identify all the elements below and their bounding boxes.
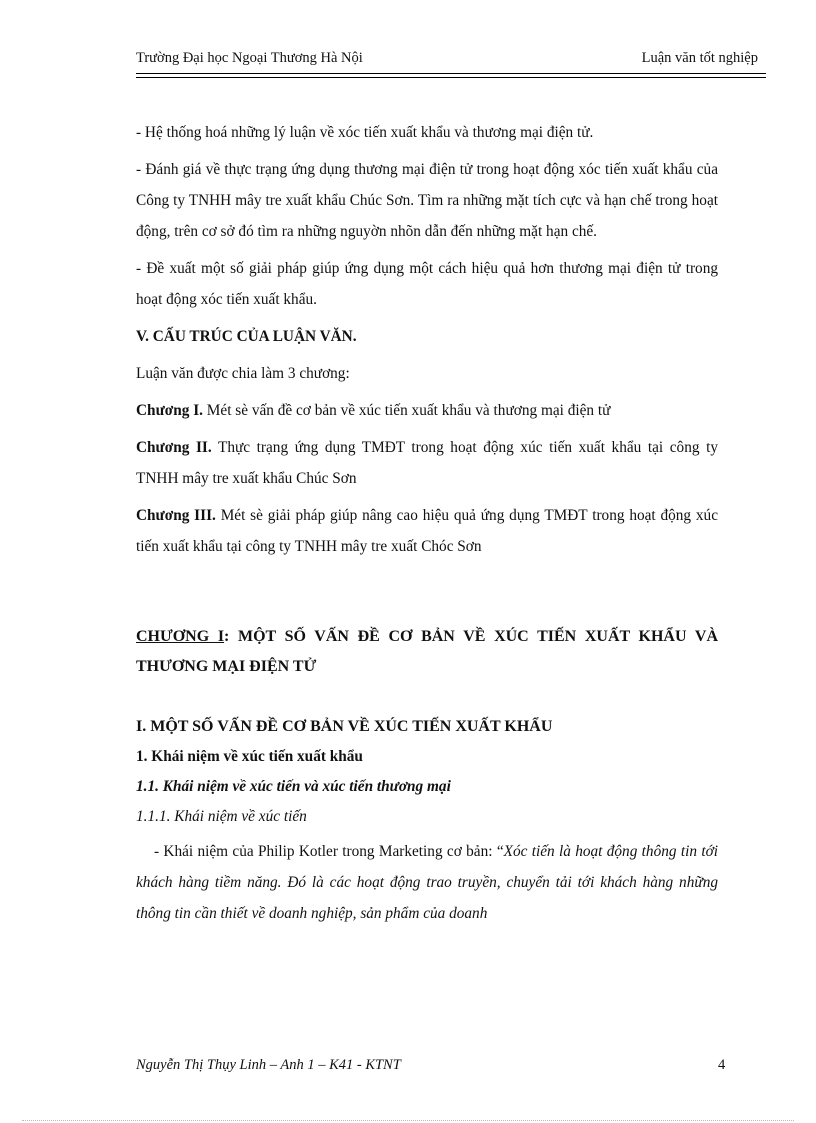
header-rule	[136, 73, 766, 74]
section-5-heading: V. CẤU TRÚC CỦA LUẬN VĂN.	[136, 328, 357, 345]
chapter-1-entry	[136, 395, 718, 426]
header-rule-thin	[136, 77, 766, 78]
page-bottom-border	[22, 1120, 794, 1121]
objective-1: - Hệ thống hoá những lý luận về xóc tiến xuất khẩu và thương mại điện tử.	[136, 124, 594, 141]
chapter-1-heading-title: : MỘT SỐ VẤN ĐỀ CƠ BẢN VỀ XÚC TIẾN XUẤT KHẨU VÀ THƯƠNG MẠI ĐIỆN TỬ	[136, 628, 718, 675]
structure-intro: Luận văn được chia làm 3 chương:	[136, 365, 350, 382]
section-1-heading: I. MỘT SỐ VẤN ĐỀ CƠ BẢN VỀ XÚC TIẾN XUẤT KHẨU	[136, 718, 553, 735]
header-school: Trường Đại học Ngoại Thương Hà Nội	[136, 50, 363, 66]
page-number: 4	[718, 1057, 726, 1073]
chapter-1-text: Mét sè vấn đề cơ bản về xúc tiến xuất khẩu và thương mại điện tử	[202, 402, 611, 419]
kotler-definition	[136, 836, 718, 929]
page-content	[136, 117, 718, 935]
chapter-2-entry	[136, 432, 718, 494]
chapter-2-text: Thực trạng ứng dụng TMĐT trong hoạt động xúc tiến xuất khẩu tại công ty TNHH mây tre xuất khẩu Chúc Sơn	[136, 439, 718, 487]
chapter-3-entry	[136, 500, 718, 562]
chapter-1-heading-label: CHƯƠNG I	[136, 628, 225, 645]
chapter-1-label	[136, 402, 203, 419]
header-doc-type: Luận văn tốt nghiệp	[641, 50, 758, 66]
chapter-3-text: Mét sè giải pháp giúp nâng cao hiệu quả ứng dụng TMĐT trong hoạt động xúc tiến xuất khẩu tại công ty TNHH mây tre xuất Chóc Sơn	[136, 507, 718, 555]
kotler-lead: - Khái niệm của Philip Kotler trong Marketing cơ bản: “	[154, 843, 504, 860]
chapter-1-label-a: Ch	[136, 402, 156, 419]
chapter-3-label: Chương III.	[136, 507, 216, 524]
objective-2: - Đánh giá về thực trạng ứng dụng thương mại điện tử trong hoạt động xóc tiến xuất khẩu của Công ty TNHH mây tre xuất khẩu Chúc Sơn. Tìm ra những mặt tích cực và hạn chế trong hoạt động, trên cơ sở đó tìm ra những nguyờn nhõn dẫn đến những mặt hạn chế.	[136, 161, 718, 240]
kotler-quote: Xóc tiến là hoạt động thông tin tới khách hàng tiềm năng. Đó là các hoạt động trao truyền, chuyển tải tới khách hàng những thông tin cần thiết về doanh nghiệp, sản phẩm của doanh	[136, 843, 718, 922]
chapter-2-label: Chương II.	[136, 439, 212, 456]
chapter-1-heading	[136, 622, 718, 682]
objective-3: - Đề xuất một số giải pháp giúp ứng dụng một cách hiệu quả hơn thương mại điện tử trong hoạt động xóc tiến xuất khẩu.	[136, 260, 718, 308]
subheading-1: 1. Khái niệm về xúc tiến xuất khẩu	[136, 748, 363, 765]
chapter-1-label-b: ương I.	[155, 402, 203, 419]
subheading-1-1-1: 1.1.1. Khái niệm về xúc tiến	[136, 808, 307, 825]
subheading-1-1: 1.1. Khái niệm về xúc tiến và xúc tiến thương mại	[136, 778, 451, 795]
footer-author: Nguyễn Thị Thụy Linh – Anh 1 – K41 - KTNT	[136, 1057, 401, 1073]
